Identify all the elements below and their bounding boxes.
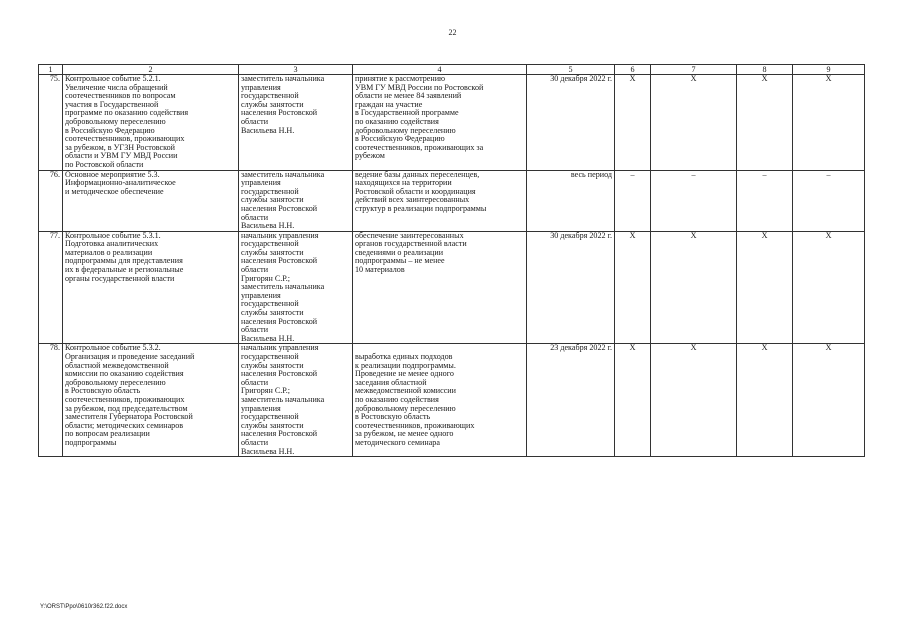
result-line: к реализации подпрограммы.	[355, 360, 456, 370]
event-cell	[63, 170, 239, 231]
file-path-footer: Y:\ORST\Ppo\0610r362.f22.docx	[40, 604, 128, 610]
event-line: комиссии по оказанию содействия	[65, 369, 184, 379]
responsible-line: области	[241, 265, 269, 275]
result-cell	[353, 344, 527, 457]
column-header: 1	[39, 65, 63, 75]
column-header: 9	[793, 65, 865, 75]
result-line: структур в реализации подпрограммы	[355, 203, 487, 213]
result-line: подпрограммы – не менее	[355, 256, 445, 266]
event-line: соотечественников по вопросам	[65, 91, 176, 101]
event-line: Основное мероприятие 5.3.	[65, 169, 160, 179]
mark-cell: Х	[737, 231, 793, 344]
event-line: по Ростовской области	[65, 159, 144, 169]
result-line: Проведение не менее одного	[355, 369, 454, 379]
result-line: УВМ ГУ МВД России по Ростовской	[355, 82, 484, 92]
responsible-line: управления	[241, 290, 281, 300]
responsible-line: Васильева Н.Н.	[241, 333, 295, 343]
event-line: области; методических семинаров	[65, 420, 184, 430]
responsible-line: Григорян С.Р.;	[241, 273, 291, 283]
row-number: 76.	[39, 170, 63, 231]
result-line: по оказанию содействия	[355, 394, 439, 404]
responsible-line: населения Ростовской	[241, 429, 318, 439]
event-line: Подготовка аналитических	[65, 239, 159, 249]
responsible-line: Васильева Н.Н.	[241, 125, 295, 135]
result-line: сведениями о реализации	[355, 247, 444, 257]
event-line: за рубежом, в УГЗН Ростовской	[65, 142, 176, 152]
responsible-line: государственной	[241, 412, 299, 422]
responsible-line: заместитель начальника	[241, 169, 325, 179]
mark-cell: Х	[793, 344, 865, 457]
row-number: 78.	[39, 344, 63, 457]
responsible-line: области	[241, 437, 269, 447]
responsible-line: заместитель начальника	[241, 394, 325, 404]
event-line: за рубежом, под председательством	[65, 403, 188, 413]
table-body	[39, 75, 865, 457]
responsible-line: государственной	[241, 299, 299, 309]
responsible-line: заместитель начальника	[241, 74, 325, 83]
event-line: Организация и проведение заседаний	[65, 352, 195, 361]
event-line: Контрольное событие 5.2.1.	[65, 74, 161, 83]
event-cell	[63, 344, 239, 457]
responsible-line: населения Ростовской	[241, 203, 318, 213]
column-header: 5	[527, 65, 615, 75]
responsible-line: начальник управления	[241, 230, 319, 240]
result-line: соотечественников, проживающих	[355, 420, 475, 430]
event-line: Увеличение числа обращений	[65, 82, 168, 92]
mark-cell: Х	[793, 75, 865, 171]
result-line: граждан на участие	[355, 99, 423, 109]
plan-table	[38, 64, 865, 457]
column-header: 3	[239, 65, 353, 75]
responsible-line: государственной	[241, 239, 299, 249]
mark-cell: Х	[793, 231, 865, 344]
responsible-line: государственной	[241, 186, 299, 196]
result-line: методического семинара	[355, 437, 440, 447]
result-line: в Российскую Федерацию	[355, 134, 445, 144]
event-line: органы государственной власти	[65, 273, 175, 283]
responsible-line: области	[241, 212, 269, 222]
result-line: рубежом	[355, 151, 385, 161]
event-cell	[63, 231, 239, 344]
result-line: соотечественников, проживающих за	[355, 142, 484, 152]
responsible-line: населения Ростовской	[241, 316, 318, 326]
page-number: 22	[448, 28, 457, 37]
mark-cell: Х	[615, 75, 651, 171]
responsible-line: управления	[241, 178, 281, 188]
result-line: добровольному переселению	[355, 125, 456, 135]
event-line: области и УВМ ГУ МВД России	[65, 151, 178, 161]
date-cell: весь период	[527, 170, 615, 231]
event-line: их в федеральные и региональные	[65, 265, 184, 275]
result-line: действий всех заинтересованных	[355, 195, 470, 205]
responsible-line: Васильева Н.Н.	[241, 221, 295, 231]
result-cell	[353, 75, 527, 171]
responsible-line: службы занятости	[241, 308, 304, 318]
date-cell: 30 декабря 2022 г.	[527, 231, 615, 344]
result-line: ведение базы данных переселенцев,	[355, 169, 480, 179]
column-header: 7	[651, 65, 737, 75]
event-cell	[63, 75, 239, 171]
result-line: в Государственной программе	[355, 108, 459, 118]
event-line: заместителя Губернатора Ростовской	[65, 412, 193, 422]
responsible-line: службы занятости	[241, 360, 304, 370]
responsible-line: службы занятости	[241, 99, 304, 109]
responsible-line: государственной	[241, 352, 299, 361]
result-line: выработка единых подходов	[355, 352, 453, 361]
mark-cell: Х	[615, 231, 651, 344]
responsible-cell	[239, 170, 353, 231]
result-line: области не менее 84 заявлений	[355, 91, 462, 101]
responsible-line: управления	[241, 82, 281, 92]
result-cell	[353, 231, 527, 344]
event-line: по вопросам реализации	[65, 429, 150, 439]
result-line: 10 материалов	[355, 265, 405, 275]
result-line: органов государственной власти	[355, 239, 467, 249]
date-cell: 23 декабря 2022 г.	[527, 344, 615, 457]
result-line: заседания областной	[355, 377, 427, 387]
event-line: материалов о реализации	[65, 247, 153, 257]
mark-cell: Х	[737, 75, 793, 171]
event-line: Контрольное событие 5.3.1.	[65, 230, 161, 240]
responsible-cell	[239, 75, 353, 171]
event-line: и методическое обеспечение	[65, 186, 164, 196]
responsible-line: заместитель начальника	[241, 282, 325, 292]
mark-cell: Х	[651, 75, 737, 171]
mark-cell: –	[793, 170, 865, 231]
responsible-line: службы занятости	[241, 420, 304, 430]
result-line: по оказанию содействия	[355, 116, 439, 126]
responsible-line: государственной	[241, 91, 299, 101]
event-line: соотечественников, проживающих	[65, 134, 185, 144]
event-line: соотечественников, проживающих	[65, 394, 185, 404]
responsible-line: области	[241, 325, 269, 335]
responsible-cell	[239, 344, 353, 457]
row-number: 77.	[39, 231, 63, 344]
result-line: Ростовской области и координация	[355, 186, 476, 196]
responsible-line: Васильева Н.Н.	[241, 446, 295, 456]
mark-cell: Х	[651, 231, 737, 344]
event-line: добровольному переселению	[65, 116, 166, 126]
responsible-line: населения Ростовской	[241, 108, 318, 118]
event-line: подпрограммы	[65, 437, 117, 447]
mark-cell: Х	[651, 344, 737, 457]
result-line: принятие к рассмотрению	[355, 74, 446, 83]
event-line: Контрольное событие 5.3.2.	[65, 343, 161, 353]
result-cell	[353, 170, 527, 231]
mark-cell: Х	[615, 344, 651, 457]
column-header: 4	[353, 65, 527, 75]
responsible-line: службы занятости	[241, 195, 304, 205]
responsible-line: населения Ростовской	[241, 369, 318, 379]
result-line: добровольному переселению	[355, 403, 456, 413]
mark-cell: –	[615, 170, 651, 231]
responsible-line: службы занятости	[241, 247, 304, 257]
event-line: участия в Государственной	[65, 99, 159, 109]
column-header: 8	[737, 65, 793, 75]
event-line: в Российскую Федерацию	[65, 125, 155, 135]
header-row	[39, 65, 865, 75]
mark-cell: –	[651, 170, 737, 231]
table-row	[39, 75, 865, 171]
event-line: программе по оказанию содействия	[65, 108, 189, 118]
table-row	[39, 231, 865, 344]
responsible-line: области	[241, 116, 269, 126]
responsible-cell	[239, 231, 353, 344]
date-cell: 30 декабря 2022 г.	[527, 75, 615, 171]
responsible-line: начальник управления	[241, 343, 319, 353]
responsible-line: населения Ростовской	[241, 256, 318, 266]
responsible-line: области	[241, 377, 269, 387]
result-line: в Ростовскую область	[355, 412, 431, 422]
result-line: находящихся на территории	[355, 178, 452, 188]
mark-cell: Х	[737, 344, 793, 457]
table-row	[39, 170, 865, 231]
responsible-line: Григорян С.Р.;	[241, 386, 291, 396]
event-line: добровольному переселению	[65, 377, 166, 387]
event-line: Информационно-аналитическое	[65, 178, 176, 188]
column-header: 2	[63, 65, 239, 75]
result-line: за рубежом, не менее одного	[355, 429, 454, 439]
event-line: областной межведомственной	[65, 360, 169, 370]
event-line: в Ростовскую область	[65, 386, 141, 396]
responsible-line: управления	[241, 403, 281, 413]
event-line: подпрограммы для представления	[65, 256, 183, 266]
mark-cell: –	[737, 170, 793, 231]
result-line: межведомственной комиссии	[355, 386, 456, 396]
row-number: 75.	[39, 75, 63, 171]
result-line: обеспечение заинтересованных	[355, 230, 464, 240]
column-header: 6	[615, 65, 651, 75]
table-row	[39, 344, 865, 457]
